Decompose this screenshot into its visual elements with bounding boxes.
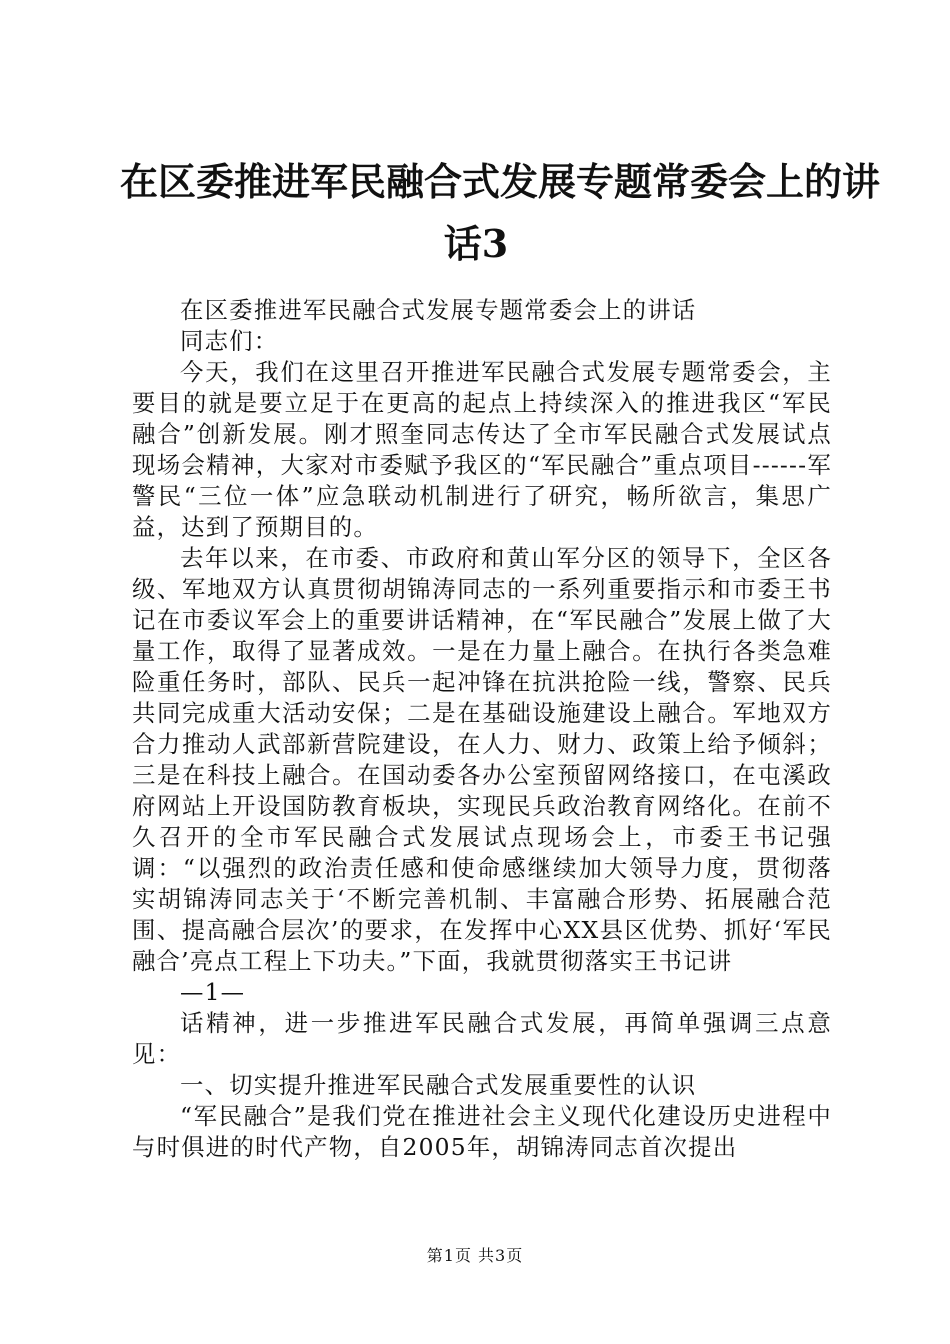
document-body bbox=[132, 295, 832, 1163]
document-title-line-1: 在区委推进军民融合式发展专题常委会上的讲 bbox=[120, 159, 881, 204]
body-heading: 在区委推进军民融合式发展专题常委会上的讲话 bbox=[180, 296, 697, 324]
paragraph: “军民融合”是我们党在推进社会主义现代化建设历史进程中与时俱进的时代产物，自2005年，胡锦涛同志首次提出 bbox=[132, 1102, 832, 1161]
page-footer: 第1页 共3页 bbox=[426, 1246, 524, 1265]
document-title-line-2: 话3 bbox=[443, 221, 509, 266]
paragraph: 去年以来，在市委、市政府和黄山军分区的领导下，全区各级、军地双方认真贯彻胡锦涛同志的一系列重要指示和市委王书记在市委议军会上的重要讲话精神，在“军民融合”发展上做了大量工作，取得了显著成效。一是在力量上融合。在执行各类急难险重任务时，部队、民兵一起冲锋在抗洪抢险一线，警察、民兵共同完成重大活动安保；二是在基础设施建设上融合。军地双方合力推动人武部新营院建设，在人力、财力、政策上给予倾斜；三是在科技上融合。在国动委各办公室预留网络接口，在屯溪政府网站上开设国防教育板块，实现民兵政治教育网络化。在前不久召开的全市军民融合式发展试点现场会上，市委王书记强调：“以强烈的政治责任感和使命感继续加大领导力度，贯彻落实胡锦涛同志关于‘不断完善机制、丰富融合形势、拓展融合范围、提高融合层次’的要求，在发挥中心XX县区优势、抓好‘军民融合’亮点工程上下功夫。”下面，我就贯彻落实王书记讲 bbox=[132, 544, 832, 975]
salutation: 同志们： bbox=[180, 327, 279, 355]
inline-page-number: —1— bbox=[180, 978, 246, 1006]
paragraph: 今天，我们在这里召开推进军民融合式发展专题常委会，主要目的就是要立足于在更高的起点上持续深入的推进我区“军民融合”创新发展。刚才照奎同志传达了全市军民融合式发展试点现场会精神，大家对市委赋予我区的“军民融合”重点项目------军警民“三位一体”应急联动机制进行了研究，畅所欲言，集思广益，达到了预期目的。 bbox=[132, 358, 832, 541]
section-heading: 一、切实提升推进军民融合式发展重要性的认识 bbox=[180, 1071, 697, 1099]
paragraph: 话精神，进一步推进军民融合式发展，再简单强调三点意见： bbox=[132, 1009, 832, 1068]
